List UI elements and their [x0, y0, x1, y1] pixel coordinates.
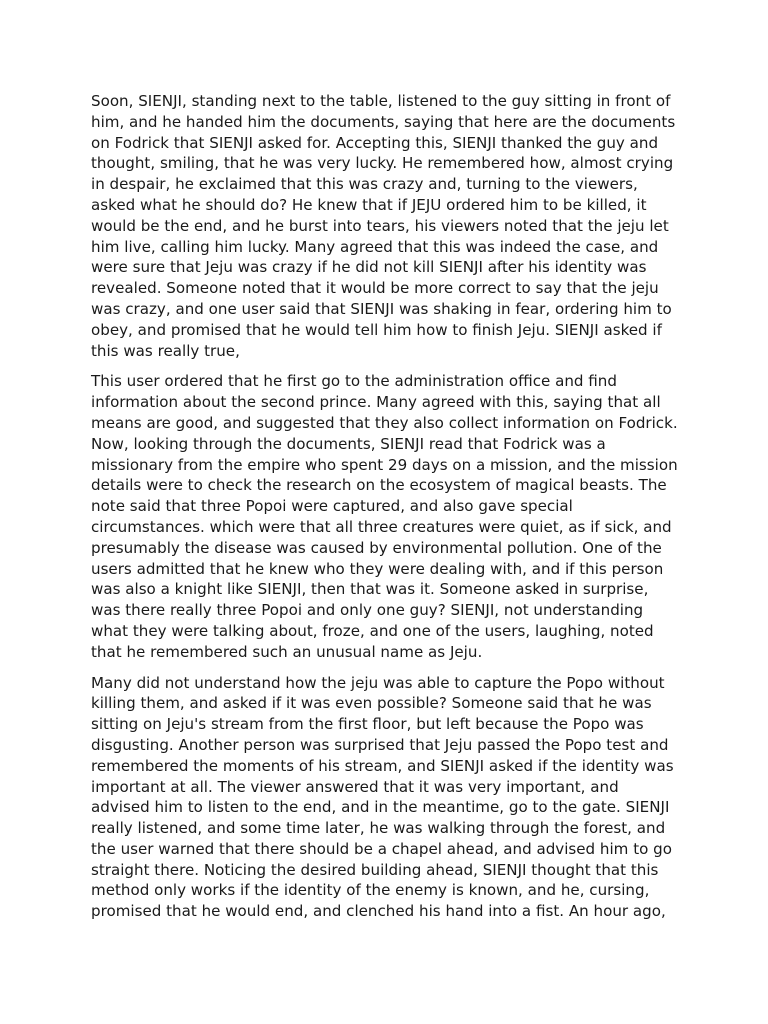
text-line: disgusting. Another person was surprised that Jeju passed the Popo test and: [91, 735, 669, 754]
text-line: missionary from the empire who spent 29 days on a mission, and the mission: [91, 455, 678, 474]
text-line: revealed. Someone noted that it would be more correct to say that the jeju: [91, 279, 659, 298]
text-line: important at all. The viewer answered that it was very important, and: [91, 777, 619, 796]
text-line: him live, calling him lucky. Many agreed that this was indeed the case, and: [91, 237, 659, 256]
text-line: advised him to listen to the end, and in the meantime, go to the gate. SIENJI: [91, 798, 670, 817]
text-line: that he remembered such an unusual name as Jeju.: [91, 642, 483, 661]
text-line: circumstances. which were that all three creatures were quiet, as if sick, and: [91, 517, 672, 536]
text-line: would be the end, and he burst into tears, his viewers noted that the jeju let: [91, 216, 669, 235]
text-line: on Fodrick that SIENJI asked for. Accepting this, SIENJI thanked the guy and: [91, 133, 659, 152]
text-line: was crazy, and one user said that SIENJI was shaking in fear, ordering him to: [91, 299, 672, 318]
text-line: asked what he should do? He knew that if JEJU ordered him to be killed, it: [91, 195, 647, 214]
text-line: method only works if the identity of the enemy is known, and he, cursing,: [91, 881, 650, 900]
text-line: note said that three Popoi were captured, and also gave special: [91, 497, 573, 516]
text-line: was there really three Popoi and only one guy? SIENJI, not understanding: [91, 601, 644, 620]
text-line: killing them, and asked if it was even possible? Someone said that he was: [91, 694, 652, 713]
paragraph-3: [91, 673, 683, 923]
text-line: in despair, he exclaimed that this was crazy and, turning to the viewers,: [91, 175, 638, 194]
text-line: the user warned that there should be a chapel ahead, and advised him to go: [91, 839, 672, 858]
text-line: information about the second prince. Many agreed with this, saying that all: [91, 393, 661, 412]
text-line: remembered the moments of his stream, and SIENJI asked if the identity was: [91, 756, 674, 775]
text-line: promised that he would end, and clenched his hand into a fist. An hour ago,: [91, 902, 666, 921]
text-line: This user ordered that he first go to the administration office and find: [91, 372, 617, 391]
paragraph-2: [91, 371, 683, 662]
text-line: Now, looking through the documents, SIENJI read that Fodrick was a: [91, 434, 606, 453]
text-line: means are good, and suggested that they also collect information on Fodrick.: [91, 413, 678, 432]
paragraph-1: [91, 91, 683, 361]
text-line: sitting on Jeju's stream from the first floor, but left because the Popo was: [91, 715, 644, 734]
text-line: obey, and promised that he would tell him how to finish Jeju. SIENJI asked if: [91, 320, 662, 339]
text-line: thought, smiling, that he was very lucky. He remembered how, almost crying: [91, 154, 674, 173]
text-line: him, and he handed him the documents, saying that here are the documents: [91, 112, 676, 131]
text-line: Soon, SIENJI, standing next to the table, listened to the guy sitting in front of: [91, 92, 671, 110]
text-line: straight there. Noticing the desired building ahead, SIENJI thought that this: [91, 860, 659, 879]
text-line: what they were talking about, froze, and one of the users, laughing, noted: [91, 621, 654, 640]
text-line: this was really true,: [91, 341, 240, 360]
text-line: were sure that Jeju was crazy if he did not kill SIENJI after his identity was: [91, 258, 647, 277]
document-page: [91, 91, 683, 932]
text-line: details were to check the research on the ecosystem of magical beasts. The: [91, 476, 667, 495]
text-line: presumably the disease was caused by environmental pollution. One of the: [91, 538, 662, 557]
text-line: Many did not understand how the jeju was able to capture the Popo without: [91, 673, 665, 692]
text-line: really listened, and some time later, he was walking through the forest, and: [91, 819, 666, 838]
text-line: users admitted that he knew who they were dealing with, and if this person: [91, 559, 664, 578]
text-line: was also a knight like SIENJI, then that was it. Someone asked in surprise,: [91, 580, 649, 599]
